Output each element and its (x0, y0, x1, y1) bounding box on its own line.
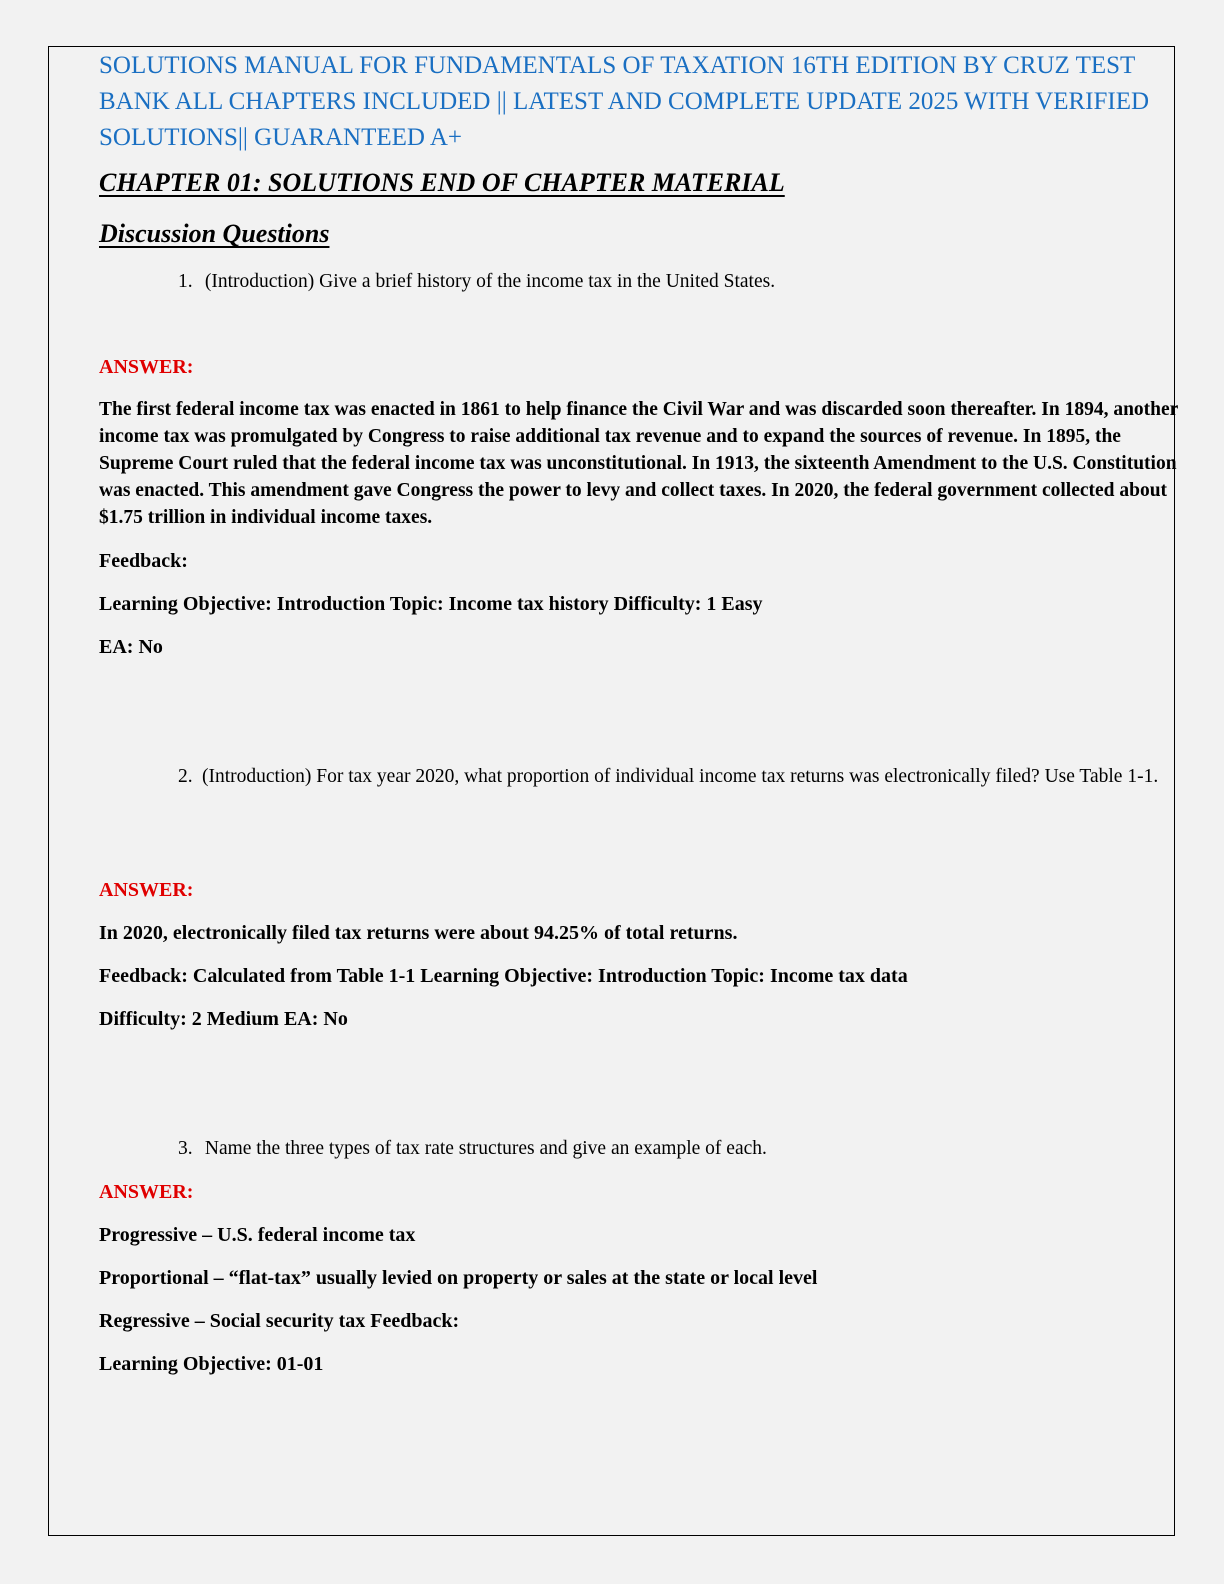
learning-objective-1: Learning Objective: Introduction Topic: Income tax history Difficulty: 1 Easy (99, 593, 763, 615)
learning-objective-3: Learning Objective: 01-01 (99, 1353, 324, 1375)
question-2-text: (Introduction) For tax year 2020, what proportion of individual income tax returns was electronically filed? Use Table 1-1. (202, 766, 1159, 787)
feedback-1: Feedback: (99, 550, 188, 572)
answer-3-label: ANSWER: (99, 1181, 194, 1203)
progressive-line: Progressive – U.S. federal income tax (99, 1224, 416, 1246)
question-3-text: Name the three types of tax rate structures and give an example of each. (204, 1138, 767, 1159)
answer-1-label: ANSWER: (99, 356, 194, 378)
section-heading: Discussion Questions (99, 219, 330, 248)
question-3 (178, 1135, 767, 1163)
question-2 (178, 763, 1178, 791)
difficulty-2: Difficulty: 2 Medium EA: No (99, 1008, 348, 1030)
question-1 (178, 268, 775, 296)
answer-2-label: ANSWER: (99, 879, 194, 901)
question-1-number: 1. (178, 271, 193, 292)
answer-2-text: In 2020, electronically filed tax returns were about 94.25% of total returns. (99, 922, 738, 944)
document-title: SOLUTIONS MANUAL FOR FUNDAMENTALS OF TAXATION 16TH EDITION BY CRUZ TEST BANK ALL CHAPTERS INCLUDED || LATEST AND COMPLETE UPDATE 2025 WITH VERIFIED SOLUTIONS|| GUARANTEED A+ (99, 52, 1150, 151)
regressive-line: Regressive – Social security tax Feedback: (99, 1310, 460, 1332)
feedback-2: Feedback: Calculated from Table 1-1 Learning Objective: Introduction Topic: Income tax data (99, 965, 908, 987)
question-3-number: 3. (178, 1138, 193, 1159)
chapter-heading: CHAPTER 01: SOLUTIONS END OF CHAPTER MATERIAL (99, 168, 785, 197)
question-2-number: 2. (178, 766, 193, 787)
answer-1-text: The first federal income tax was enacted in 1861 to help finance the Civil War and was discarded soon thereafter. In 1894, another income tax was promulgated by Congress to raise additional tax revenue and to expand the sources of revenue. In 1895, the Supreme Court ruled that the federal income tax was unconstitutional. In 1913, the sixteenth Amendment to the U.S. Constitution was enacted. This amendment gave Congress the power to levy and collect taxes. In 2020, the federal government collected about $1.75 trillion in individual income taxes. (99, 399, 1178, 528)
ea-1: EA: No (99, 636, 163, 658)
question-1-text: (Introduction) Give a brief history of the income tax in the United States. (204, 271, 776, 292)
proportional-line: Proportional – “flat-tax” usually levied on property or sales at the state or local level (99, 1267, 818, 1289)
